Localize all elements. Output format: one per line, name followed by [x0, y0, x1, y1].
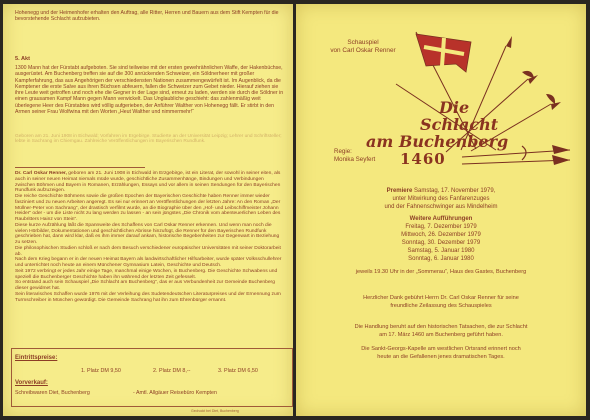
lead-paragraph: Hohenegg und der Heimenhofer erhalten den Auftrag, alle Ritter, Herren und Bauern aus dem Stift Kempten für die bevorstehende Schlacht aufzubieten.	[15, 10, 279, 23]
author-biography	[15, 171, 285, 303]
further-heading: Weitere Aufführungen	[409, 216, 473, 222]
bio-par: Die reiche Geschichte Böhmens sowie die großen Epochen der Bayerischen Geschichte haben Renner immer wieder fasziniert und zu neuen Arbeiten angeregt. Es sei nur erinnert an Veröffentlichungen der letzten Jahre: An den Roman „Der Müllner-Peter von Sachrang“, der drastisch verfilmt wurde, an die Biographie über den „Hof- und Leibschiffmeister Johann Heider“ oder - um die Liste nicht zu lang werden zu lassen - an sein jüngstes „Die Chronik vom abenteuerlichen Leben des Raubritters Hainz von Stein“.	[15, 194, 281, 222]
price-2: 2. Platz DM 8,--	[153, 368, 191, 374]
bio-par	[15, 171, 280, 193]
bio-par: Nach dem Krieg begann er in der neuen Heimat Bayern als landwirtschaftlicher Hilfsarbeiter, wurde später Volksschullehrer und unterrichtet noch heute an einem Münchener Gymnasium Latein, Geschichte und Deutsch.	[15, 257, 282, 268]
thanks-line: freundliche Zeilassung des Schauspieles	[390, 303, 492, 309]
history-line: Die Handlung beruht auf den historischen Tatsachen, die zur Schlacht	[354, 324, 528, 330]
bleed-through-text: Geboren am 21. Juni 1908 in Eichwald; Vorfahren im Ergebirge. Studierte an der Universität Leipzig; Lehrer und Schriftsteller; lebte in Sachrang im Chiemgau. Zahlreiche Veröffentlichungen im Bayerischen Rundfunk.	[15, 134, 282, 145]
presale-shop: Schreibwaren Diet, Buchenberg	[15, 390, 90, 396]
date-item: Sonntag, 6. Januar 1980	[408, 256, 474, 262]
director-label: Regie:	[334, 148, 352, 155]
genre: Schauspiel	[347, 39, 379, 46]
presale-heading: Vorverkauf:	[15, 380, 48, 386]
act-paragraph: 1300 Mann hat der Fürstabt aufgeboten. Sie sind teilweise mit der ersten gewehrähnlichen Waffe, der Hakenbüchse, ausgerüstet. Am Buchenberg treffen sie auf die 300 anrückenden Schweizer, ein Söldnerheer mit großer Kampferfahrung, das aus Angehörigen der verschiedensten Nationen zusammengewürfelt ist. Im Augenblick, da die Kemptener die erste Salve aus ihren Büchsen abfeuern, fallen die Schweizer zum Gebet nieder. Hierauf ziehen sie ihre Leute weit getroffen und noch ehe die Gegner in der Lage sind, erneut zu laden, werden sie durch die Söldner in einen grausamen Kampf Mann gegen Mann verwickelt. Das Unglaubliche geschieht: das zahlenmäßig weit überlegene Heer des Fürstabtes wird völlig aufgerieben, der Anführer Walther von Hohenegg fällt. Er stirbt in den Armen seiner Frau Wolfwina mit den Worten „Heut Walther und nimmermehr!“	[15, 65, 284, 116]
chapel-line: Die Sankt-Georgs-Kapelle am westlichen Ortsrand erinnert noch	[361, 346, 521, 352]
date-item: Sonntag, 30. Dezember 1979	[401, 240, 481, 246]
premiere-with2: und der Fahnenschwinger aus Mindelheim	[384, 204, 498, 210]
history-line: am 17. März 1460 am Buchenberg geführt haben.	[379, 332, 503, 338]
bio-text: geboren am 21. Juni 1908 in Eichwald im Erzgebirge, ist ein Literat, der sowohl in seiner eiten, als auch in seiner neuen Heimat niemals müde wurde, geschichtliche Zusammenhänge, Bindungen und Verbindungen zwischen Böhmen und Bayern in Romanen, Erzählungen, Essays und vor allem in seinen Sendungen für den Bayerischen Rundfunk aufzuzeigen.	[15, 171, 281, 194]
bio-par: Sein literarisches Schaffen wurde 1976 mit der Verleihung des Sudetendeutschen Literaturpreises und der Ernennung zum Turmschreiber in München gewürdigt. Die Gemeinde Sachrang hat ihn zum Ehrenbürger ernannt.	[15, 291, 281, 303]
bio-par: Seit 1972 verbringt er jedes Jahr einige Tage, manchmal einige Wochen, in Buchenberg. Die Geschichte Schwabens und speziell die Buchenberger Geschichte haben ihn während der letzten Zeit gefesselt.	[15, 268, 278, 280]
date-item: Samstag, 5. Januar 1980	[407, 248, 475, 254]
date-item: Freitag, 7. Dezember 1979	[405, 224, 477, 230]
left-page	[3, 4, 293, 416]
bio-top-rule	[15, 167, 145, 168]
premiere-line	[296, 188, 586, 196]
act-heading: 5. Akt	[15, 56, 31, 62]
bio-par: So entstand auch sein Schauspiel „Die Schlacht am Buchenberg“, das er aus Verbundenheit zur Gemeinde Buchenberg dieser gewidmet hat.	[15, 280, 275, 291]
premiere-with: unter Mitwirkung des Fanfarenzuges	[392, 196, 490, 202]
right-page	[296, 4, 586, 416]
tickets-heading: Eintrittspreise:	[15, 355, 58, 361]
date-item: Mittwoch, 26. Dezember 1979	[401, 232, 481, 238]
author-line: von Carl Oskar Renner	[330, 47, 396, 54]
price-3: 3. Platz DM 6,50	[218, 368, 258, 374]
price-1: 1. Platz DM 9,50	[81, 368, 121, 374]
thanks-line: Herzlicher Dank gebührt Herrn Dr. Carl Oskar Renner für seine	[363, 295, 519, 301]
bio-par: Diese kurze Aufzählung läßt die Spannweite des Schaffens von Carl Oskar Renner erkennen. Und wenn man noch die vielen Hörbilder, Dokumentationen und geschichtlichen Abrisse hinzufügt, die Renner für den Bayerischen Rundfunk geschrieben hat, dann wird klar, daß es ihm immer darauf ankam, historische Begebenheiten zur Gegenwart in Beziehung zu setzen.	[15, 222, 280, 245]
chapel-line: heute an die Gefallenen jenes dramatischen Tages.	[377, 354, 505, 360]
bio-name: Dr. Carl Oskar Renner,	[15, 171, 67, 176]
premiere-label: Premiere	[386, 188, 413, 194]
year: 1460	[400, 150, 446, 168]
printer-credit: Gedruckt bei Diet, Buchenberg	[191, 409, 239, 413]
title-line: Die	[439, 98, 470, 117]
presale-agency: - Amtl. Allgäuer Reisebüro Kempten	[133, 390, 217, 396]
title-line: Schlacht	[420, 115, 499, 134]
bio-par: Die philosophischen Studien schloß er nach dem Besuch verschiedener europäischer Universitäten mit seiner Doktorarbeit ab.	[15, 245, 281, 257]
title-line: am Buchenberg	[366, 132, 509, 151]
director-name: Monika Seyfert	[334, 156, 376, 163]
premiere-date: Samstag, 17. November 1979,	[413, 188, 496, 194]
venue: jeweils 19.30 Uhr in der „Sommerau“, Haus des Gastes, Buchenberg	[355, 269, 527, 275]
